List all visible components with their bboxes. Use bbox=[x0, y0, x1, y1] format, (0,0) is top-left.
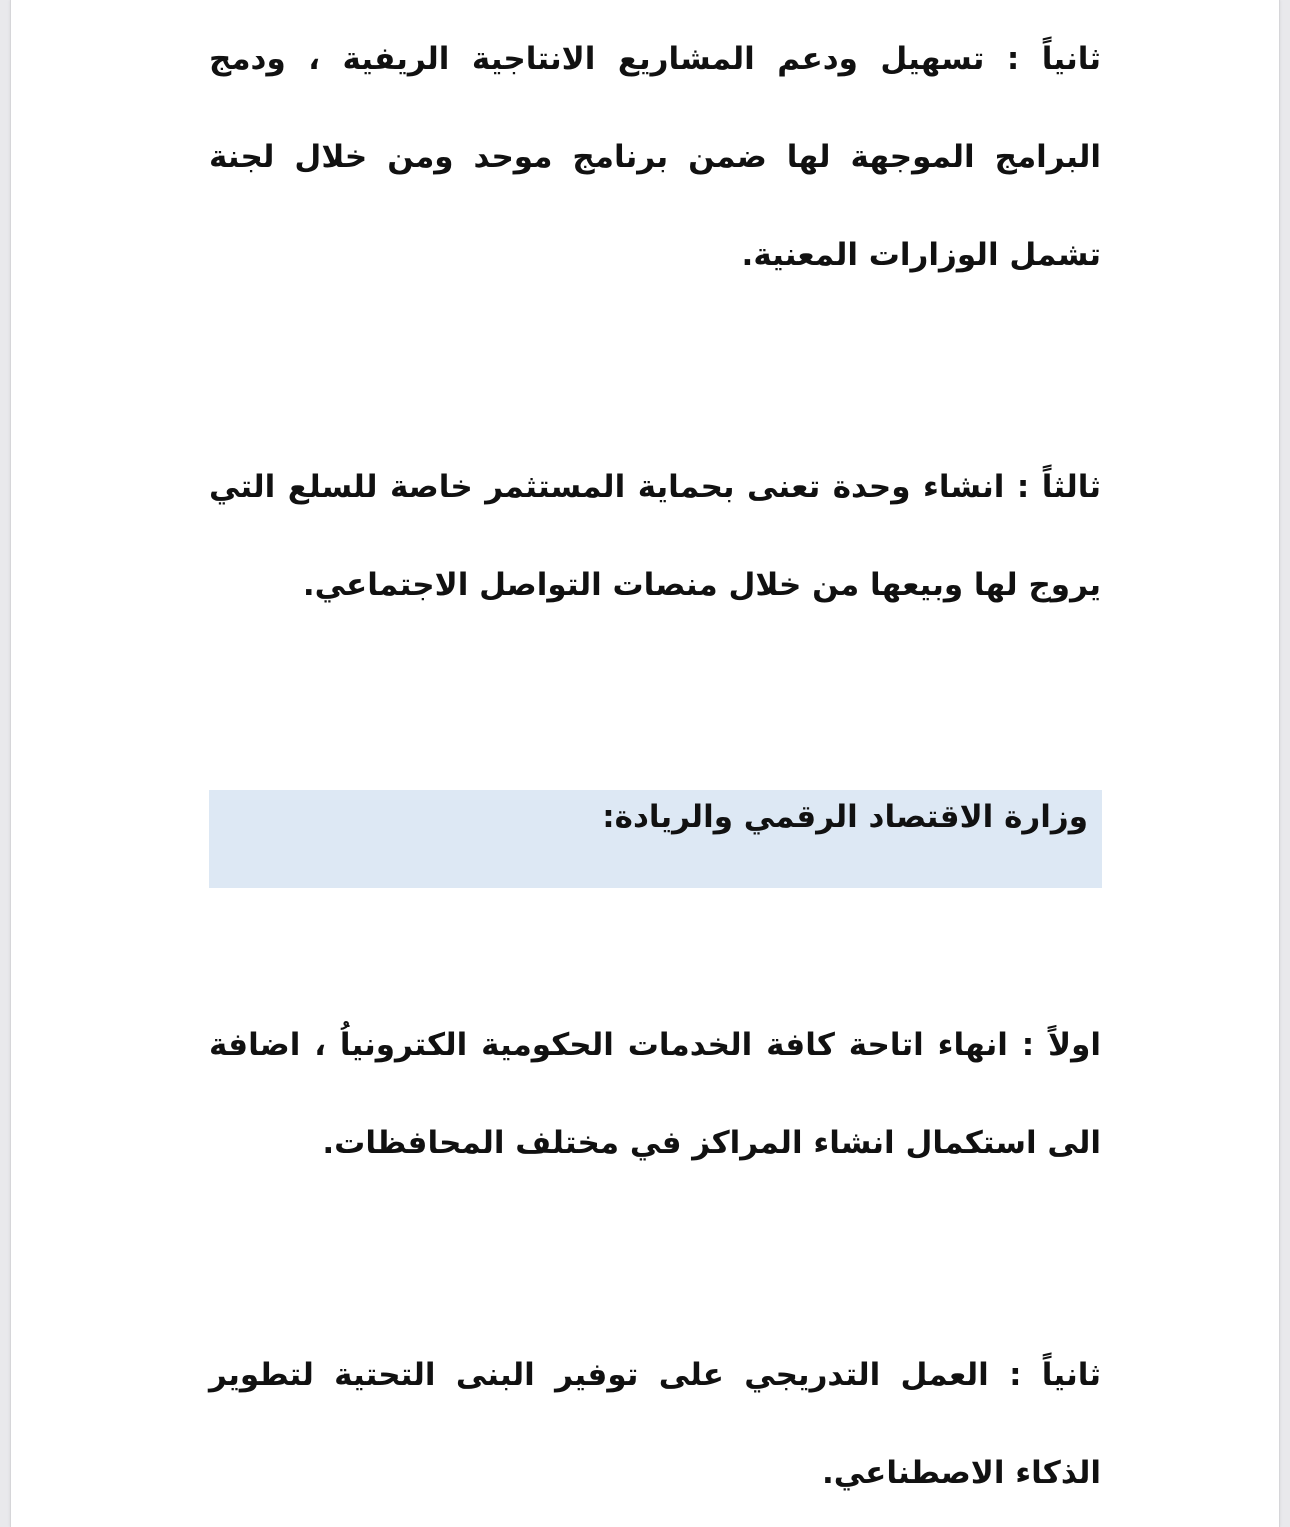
paragraph-e-government: اولاً : انهاء اتاحة كافة الخدمات الحكومية الكترونياُ ، اضافة الى استكمال انشاء المراكز في مختلف المحافظات. bbox=[209, 1027, 1101, 1161]
section-heading-highlight bbox=[209, 790, 1102, 888]
paragraph-ai-infrastructure: ثانياً : العمل التدريجي على توفير البنى التحتية لتطوير الذكاء الاصطناعي. bbox=[209, 1357, 1101, 1491]
document-page bbox=[10, 0, 1280, 1527]
paragraph-rural-projects: ثانياً : تسهيل ودعم المشاريع الانتاجية الريفية ، ودمج البرامج الموجهة لها ضمن برنامج موحد ومن خلال لجنة تشمل الوزارات المعنية. bbox=[209, 41, 1101, 273]
section-heading: وزارة الاقتصاد الرقمي والريادة: bbox=[602, 799, 1088, 835]
paragraph-investor-protection: ثالثاً : انشاء وحدة تعنى بحماية المستثمر خاصة للسلع التي يروج لها وبيعها من خلال منصات التواصل الاجتماعي. bbox=[209, 469, 1101, 603]
